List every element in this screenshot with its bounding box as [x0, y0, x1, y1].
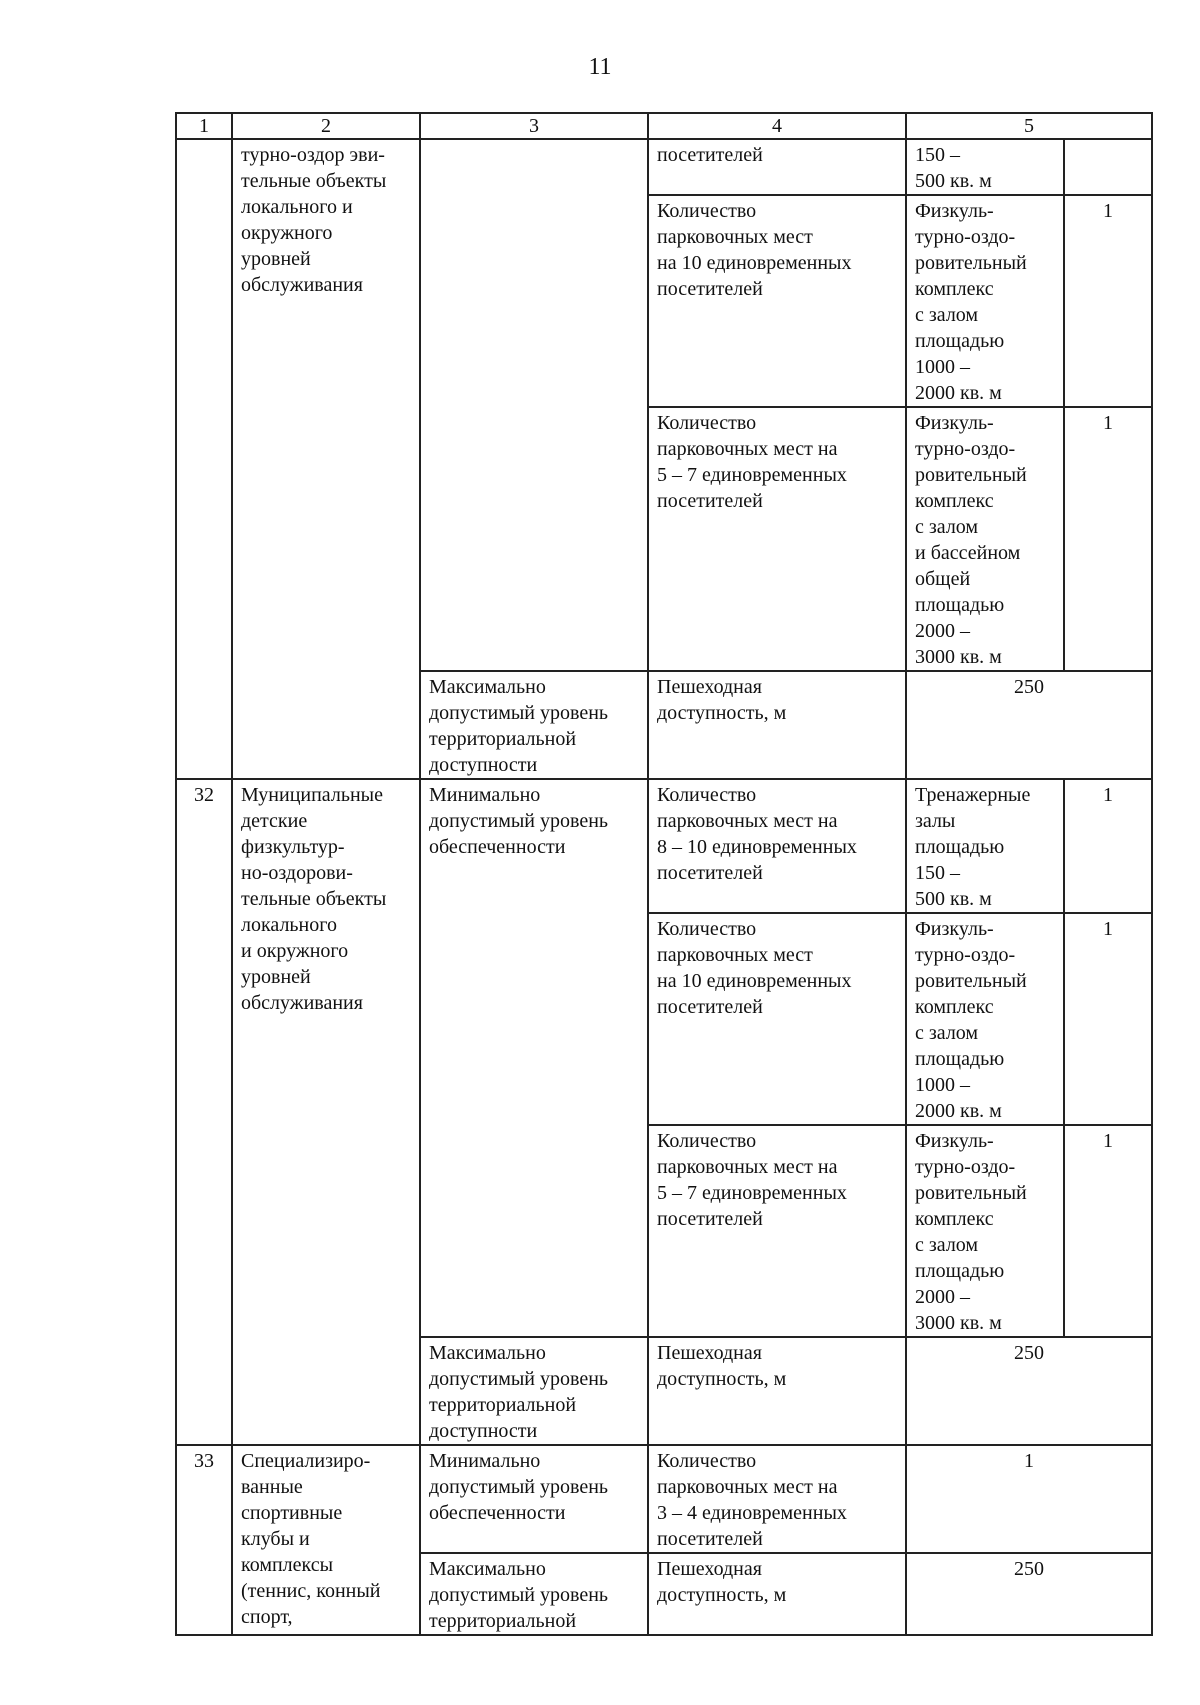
text-line: 5 – 7 единовременных	[657, 464, 847, 486]
text-line: тельные объекты	[241, 170, 387, 192]
text-line: посетителей	[657, 996, 763, 1018]
text-line: Минимально	[429, 1450, 541, 1472]
row-number-cell: 32	[176, 779, 232, 1445]
level-cell	[420, 671, 648, 779]
object-cell	[906, 779, 1064, 913]
text-line: турно-оздо-	[915, 944, 1016, 966]
table-row	[176, 779, 1152, 913]
value-cell: 1	[906, 1445, 1152, 1553]
text-line: Максимально	[429, 676, 546, 698]
text-line: и окружного	[241, 940, 349, 962]
text-line: посетителей	[657, 1528, 763, 1550]
text-line: ровительный	[915, 970, 1027, 992]
text-line: посетителей	[657, 490, 763, 512]
indicator-cell	[648, 407, 906, 671]
text-line: но-оздорови-	[241, 862, 353, 884]
standards-table	[175, 112, 1153, 1636]
text-line: окружного	[241, 222, 333, 244]
indicator-cell	[648, 1553, 906, 1635]
text-line: посетителей	[657, 278, 763, 300]
object-type-cell	[232, 779, 420, 1445]
text-line: Максимально	[429, 1558, 546, 1580]
text-line: комплекс	[915, 490, 994, 512]
text-line: Максимально	[429, 1342, 546, 1364]
text-line: клубы и	[241, 1528, 310, 1550]
text-line: парковочных мест на	[657, 1476, 838, 1498]
text-line: посетителей	[657, 862, 763, 884]
text-line: 2000 кв. м	[915, 382, 1002, 404]
text-line: Количество	[657, 1450, 757, 1472]
text-line: Пешеходная	[657, 1558, 762, 1580]
text-line: допустимый уровень	[429, 1368, 609, 1390]
count-cell	[1064, 139, 1152, 195]
object-cell	[906, 1125, 1064, 1337]
header-cell: 1	[176, 113, 232, 139]
text-line: Физкуль-	[915, 200, 994, 222]
table-row	[176, 139, 1152, 195]
level-cell	[420, 1553, 648, 1635]
text-line: и бассейном	[915, 542, 1021, 564]
level-cell	[420, 1337, 648, 1445]
text-line: 3000 кв. м	[915, 1312, 1002, 1334]
text-line: обслуживания	[241, 274, 363, 296]
text-line: Количество	[657, 784, 757, 806]
text-line: 150 –	[915, 144, 960, 166]
text-line: парковочных мест	[657, 944, 813, 966]
text-line: детские	[241, 810, 308, 832]
row-number-cell	[176, 139, 232, 779]
text-line: допустимый уровень	[429, 702, 609, 724]
text-line: допустимый уровень	[429, 1584, 609, 1606]
header-cell: 5	[906, 113, 1152, 139]
text-line: 150 –	[915, 862, 960, 884]
text-line: комплекс	[915, 996, 994, 1018]
level-cell	[420, 1445, 648, 1553]
text-line: Физкуль-	[915, 412, 994, 434]
count-cell: 1	[1064, 913, 1152, 1125]
text-line: доступность, м	[657, 1584, 787, 1606]
row-number-cell: 33	[176, 1445, 232, 1635]
text-line: ванные	[241, 1476, 303, 1498]
text-line: доступности	[429, 754, 538, 776]
text-line: территориальной	[429, 1610, 577, 1632]
text-line: залы	[915, 810, 956, 832]
text-line: с залом	[915, 1022, 979, 1044]
text-line: Количество	[657, 1130, 757, 1152]
text-line: Тренажерные	[915, 784, 1031, 806]
text-line: доступность, м	[657, 1368, 787, 1390]
table-row	[176, 1445, 1152, 1553]
text-line: спорт,	[241, 1606, 293, 1628]
page-number: 11	[588, 54, 612, 80]
header-cell: 2	[232, 113, 420, 139]
text-line: 5 – 7 единовременных	[657, 1182, 847, 1204]
text-line: Минимально	[429, 784, 541, 806]
text-line: 2000 –	[915, 1286, 970, 1308]
text-line: территориальной	[429, 1394, 577, 1416]
text-line: посетителей	[657, 144, 763, 166]
text-line: на 10 единовременных	[657, 970, 852, 992]
text-line: Специализиро-	[241, 1450, 371, 1472]
text-line: локального и	[241, 196, 353, 218]
text-line: турно-оздо-	[915, 438, 1016, 460]
text-line: ровительный	[915, 252, 1027, 274]
text-line: уровней	[241, 248, 311, 270]
object-cell	[906, 139, 1064, 195]
table-header-row	[176, 113, 1152, 139]
object-cell	[906, 407, 1064, 671]
text-line: 500 кв. м	[915, 170, 992, 192]
indicator-cell	[648, 195, 906, 407]
count-cell: 1	[1064, 407, 1152, 671]
text-line: с залом	[915, 516, 979, 538]
text-line: (теннис, конный	[241, 1580, 381, 1602]
text-line: площадью	[915, 594, 1005, 616]
text-line: уровней	[241, 966, 311, 988]
text-line: на 10 единовременных	[657, 252, 852, 274]
value-cell: 250	[906, 671, 1152, 779]
text-line: 2000 –	[915, 620, 970, 642]
object-type-cell	[232, 1445, 420, 1635]
text-line: Количество	[657, 412, 757, 434]
text-line: комплексы	[241, 1554, 334, 1576]
object-cell	[906, 195, 1064, 407]
header-cell: 3	[420, 113, 648, 139]
header-cell: 4	[648, 113, 906, 139]
text-line: парковочных мест на	[657, 810, 838, 832]
text-line: Физкуль-	[915, 1130, 994, 1152]
text-line: Муниципальные	[241, 784, 383, 806]
count-cell: 1	[1064, 779, 1152, 913]
text-line: с залом	[915, 1234, 979, 1256]
text-line: с залом	[915, 304, 979, 326]
text-line: тельные объекты	[241, 888, 387, 910]
text-line: комплекс	[915, 278, 994, 300]
text-line: площадью	[915, 1260, 1005, 1282]
count-cell: 1	[1064, 195, 1152, 407]
indicator-cell	[648, 1445, 906, 1553]
text-line: площадью	[915, 836, 1005, 858]
object-type-cell	[232, 139, 420, 779]
text-line: общей	[915, 568, 971, 590]
text-line: турно-оздор эви-	[241, 144, 385, 166]
text-line: 500 кв. м	[915, 888, 992, 910]
text-line: доступности	[429, 1420, 538, 1442]
text-line: турно-оздо-	[915, 226, 1016, 248]
level-cell	[420, 139, 648, 671]
text-line: 3 – 4 единовременных	[657, 1502, 847, 1524]
text-line: посетителей	[657, 1208, 763, 1230]
indicator-cell	[648, 779, 906, 913]
text-line: парковочных мест на	[657, 1156, 838, 1178]
text-line: 1000 –	[915, 1074, 970, 1096]
text-line: Количество	[657, 200, 757, 222]
text-line: Физкуль-	[915, 918, 994, 940]
text-line: допустимый уровень	[429, 1476, 609, 1498]
indicator-cell	[648, 1125, 906, 1337]
text-line: Пешеходная	[657, 676, 762, 698]
indicator-cell	[648, 1337, 906, 1445]
text-line: турно-оздо-	[915, 1156, 1016, 1178]
text-line: физкультур-	[241, 836, 345, 858]
text-line: парковочных мест на	[657, 438, 838, 460]
text-line: комплекс	[915, 1208, 994, 1230]
text-line: Количество	[657, 918, 757, 940]
text-line: площадью	[915, 330, 1005, 352]
text-line: 8 – 10 единовременных	[657, 836, 857, 858]
text-line: ровительный	[915, 1182, 1027, 1204]
level-cell	[420, 779, 648, 1337]
text-line: обеспеченности	[429, 1502, 566, 1524]
text-line: площадью	[915, 1048, 1005, 1070]
text-line: 1000 –	[915, 356, 970, 378]
text-line: Пешеходная	[657, 1342, 762, 1364]
text-line: доступность, м	[657, 702, 787, 724]
text-line: парковочных мест	[657, 226, 813, 248]
indicator-cell	[648, 671, 906, 779]
text-line: обслуживания	[241, 992, 363, 1014]
indicator-cell	[648, 139, 906, 195]
value-cell: 250	[906, 1553, 1152, 1635]
text-line: допустимый уровень	[429, 810, 609, 832]
count-cell: 1	[1064, 1125, 1152, 1337]
object-cell	[906, 913, 1064, 1125]
text-line: 2000 кв. м	[915, 1100, 1002, 1122]
text-line: 3000 кв. м	[915, 646, 1002, 668]
value-cell: 250	[906, 1337, 1152, 1445]
text-line: ровительный	[915, 464, 1027, 486]
text-line: обеспеченности	[429, 836, 566, 858]
text-line: локального	[241, 914, 337, 936]
text-line: территориальной	[429, 728, 577, 750]
indicator-cell	[648, 913, 906, 1125]
text-line: спортивные	[241, 1502, 343, 1524]
